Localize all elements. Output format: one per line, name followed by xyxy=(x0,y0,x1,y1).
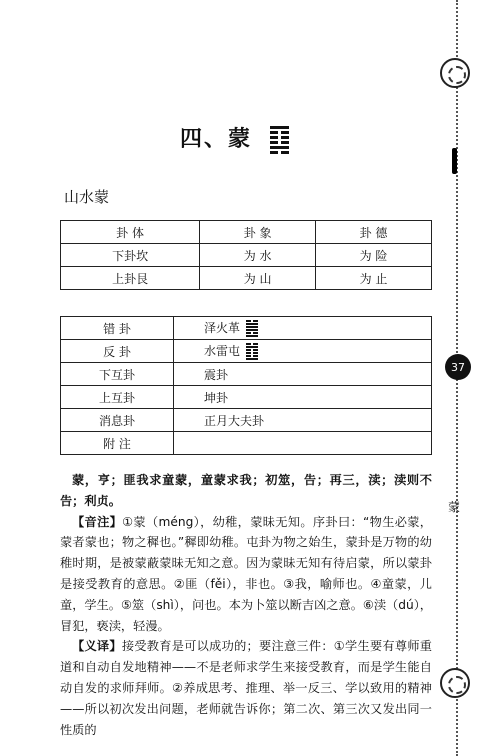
hexagram-meng-icon xyxy=(270,126,289,154)
table-label: 消息卦 xyxy=(61,409,174,432)
table-header: 卦 体 xyxy=(61,221,200,244)
notes-text: ①蒙（méng），幼稚，蒙昧无知。序卦曰：“物生必蒙，蒙者蒙也；物之穉也。”穉即幼稚。屯卦为物之始生，蒙卦是万物的幼稚时期，是被蒙蔽蒙昧无知之意。因为蒙昧无知有待启蒙，所以蒙卦是接受教育的意思。②匪（fěi），非也。③我，喻师也。④童蒙，儿童，学生。⑤筮（shì），问也。本为卜筮以断吉凶之意。⑥渎（dú），冒犯，亵渎，轻漫。 xyxy=(60,514,432,633)
yang-line xyxy=(270,126,289,129)
hexagram-ge-icon xyxy=(246,320,258,337)
yang-line xyxy=(246,358,258,360)
yin-line xyxy=(270,151,289,154)
hexagram-judgment: 蒙，亨；匪我求童蒙，童蒙求我；初筮，告；再三，渎；渎则不告；利贞。 xyxy=(60,473,432,508)
page-number: 37 xyxy=(445,354,471,380)
translation-text: 接受教育是可以成功的；要注意三件：①学生要有尊师重道和自动自发地精神——不是老师求学生来接受教育，而是学生能自动自发的求师拜师。②养成思考、推理、举一反三、学以致用的精神——所以初次发出问题，老师就告诉你；第二次、第三次又发出同一性质的 xyxy=(60,639,432,737)
table-row xyxy=(61,386,432,409)
hexagram-subtitle: 山水蒙 xyxy=(64,188,110,206)
table-value xyxy=(174,432,432,455)
pronunciation-notes xyxy=(60,512,432,637)
yin-line xyxy=(246,332,258,334)
yin-line xyxy=(270,136,289,139)
yin-line xyxy=(246,343,258,345)
yang-line xyxy=(270,146,289,149)
fan-gua-name: 水雷屯 xyxy=(204,344,241,358)
cuo-gua-name: 泽火革 xyxy=(204,321,241,335)
yang-line xyxy=(246,323,258,325)
table-row xyxy=(61,340,432,363)
table-cell: 为 止 xyxy=(316,267,432,290)
table-header: 卦 象 xyxy=(200,221,316,244)
table-cell: 为 水 xyxy=(200,244,316,267)
yin-line xyxy=(246,352,258,354)
table-value xyxy=(174,317,432,340)
table-cell: 为 山 xyxy=(200,267,316,290)
margin-bar xyxy=(452,148,457,174)
table-cell: 为 险 xyxy=(316,244,432,267)
table-row xyxy=(61,221,432,244)
yin-line xyxy=(246,320,258,322)
table-row xyxy=(61,409,432,432)
table-label: 错 卦 xyxy=(61,317,174,340)
yin-line xyxy=(246,355,258,357)
trigram-table xyxy=(60,220,432,290)
table-row xyxy=(61,363,432,386)
related-hexagram-table xyxy=(60,316,432,455)
translation xyxy=(60,636,432,740)
table-label: 附 注 xyxy=(61,432,174,455)
yin-line xyxy=(270,131,289,134)
notes-tag: 【音注】 xyxy=(72,514,123,529)
table-row xyxy=(61,432,432,455)
table-value: 坤卦 xyxy=(174,386,432,409)
table-row xyxy=(61,244,432,267)
yang-line xyxy=(246,326,258,328)
table-header: 卦 德 xyxy=(316,221,432,244)
yin-line xyxy=(270,141,289,144)
table-label: 反 卦 xyxy=(61,340,174,363)
ornament-top-icon xyxy=(440,58,470,88)
side-chapter-char: 蒙 xyxy=(448,500,461,514)
table-row xyxy=(61,317,432,340)
chapter-title xyxy=(180,122,289,154)
yang-line xyxy=(246,335,258,337)
yang-line xyxy=(246,329,258,331)
table-value: 正月大夫卦 xyxy=(174,409,432,432)
table-cell: 上卦艮 xyxy=(61,267,200,290)
table-row xyxy=(61,267,432,290)
table-label: 上互卦 xyxy=(61,386,174,409)
yin-line xyxy=(246,349,258,351)
hexagram-zhun-icon xyxy=(246,343,258,360)
ornament-bottom-icon xyxy=(440,668,470,698)
chapter-title-text: 四、蒙 xyxy=(180,127,253,152)
table-cell: 下卦坎 xyxy=(61,244,200,267)
table-value xyxy=(174,340,432,363)
commentary-text xyxy=(60,470,432,740)
yang-line xyxy=(246,346,258,348)
table-label: 下互卦 xyxy=(61,363,174,386)
table-value: 震卦 xyxy=(174,363,432,386)
translation-tag: 【义译】 xyxy=(72,639,122,654)
